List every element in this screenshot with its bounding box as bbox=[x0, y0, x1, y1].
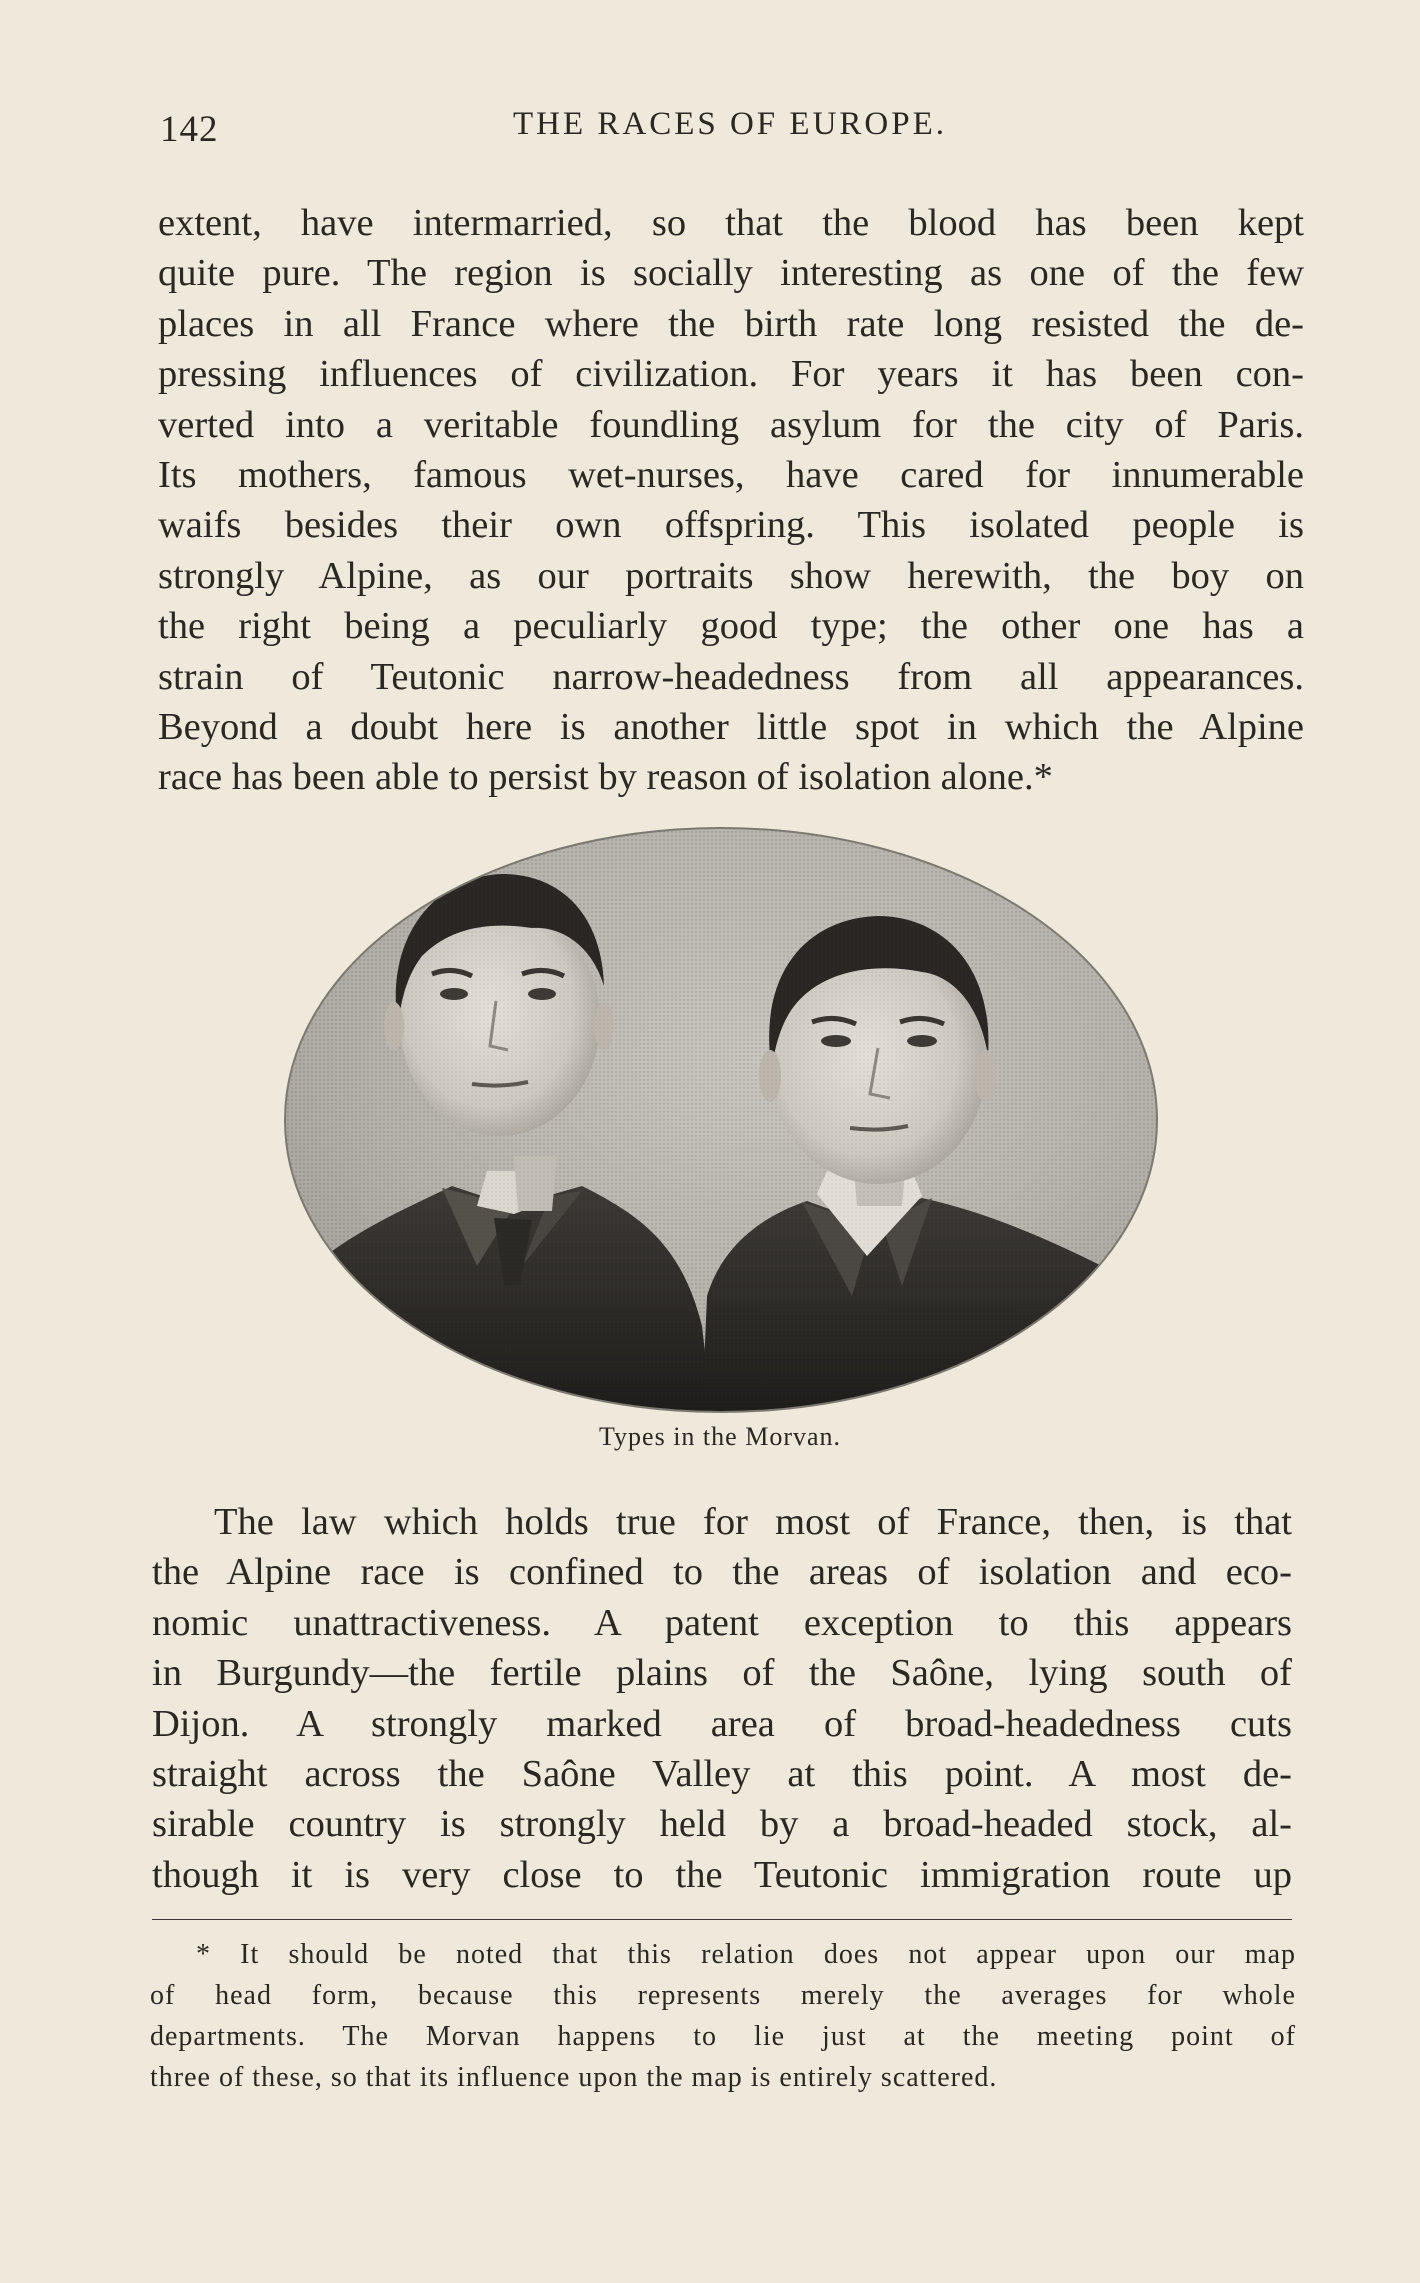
text-line: extent, have intermarried, so that the blood has been kept bbox=[158, 202, 1304, 244]
text-line: waifs besides their own offspring. This isolated people is bbox=[158, 504, 1304, 547]
text-line: strongly Alpine, as our portraits show herewith, the boy on bbox=[158, 554, 1304, 597]
text-line: though it is very close to the Teutonic immigration route up bbox=[152, 1853, 1292, 1896]
text-line: Beyond a doubt here is another little spot in which the Alpine bbox=[158, 706, 1304, 749]
text-line: the right being a peculiarly good type; the other one has a bbox=[158, 605, 1304, 648]
paragraph-top bbox=[158, 198, 1304, 803]
footnote-line: of head form, because this represents merely the averages for whole bbox=[150, 1980, 1296, 2011]
figure-caption: Types in the Morvan. bbox=[598, 1422, 842, 1451]
footnote bbox=[150, 1934, 1296, 2098]
text-line: Its mothers, famous wet-nurses, have cared for innumerable bbox=[158, 454, 1304, 497]
text-line: The law which holds true for most of France, then, is that bbox=[214, 1501, 1292, 1543]
text-line: straight across the Saône Valley at this point. A most de- bbox=[152, 1753, 1292, 1796]
text-line: the Alpine race is confined to the areas of isolation and eco- bbox=[152, 1551, 1292, 1594]
text-line: in Burgundy—the fertile plains of the Saône, lying south of bbox=[152, 1652, 1292, 1695]
footnote-line: three of these, so that its influence upon the map is entirely scattered. bbox=[150, 2062, 998, 2093]
text-line: nomic unattractiveness. A patent exception to this appears bbox=[152, 1601, 1292, 1644]
paragraph-bottom bbox=[152, 1497, 1292, 1900]
text-line: pressing influences of civilization. For years it has been con- bbox=[158, 353, 1304, 396]
text-line: strain of Teutonic narrow-headedness from all appearances. bbox=[158, 655, 1304, 698]
text-line: verted into a veritable foundling asylum for the city of Paris. bbox=[158, 403, 1304, 446]
running-title: THE RACES OF EUROPE. bbox=[512, 106, 948, 142]
footnote-line: departments. The Morvan happens to lie just at the meeting point of bbox=[150, 2021, 1296, 2052]
footnote-line: * It should be noted that this relation does not appear upon our map bbox=[196, 1939, 1296, 1970]
text-line: Dijon. A strongly marked area of broad-headedness cuts bbox=[152, 1702, 1292, 1745]
oval-portrait-photo bbox=[282, 826, 1160, 1414]
text-line: places in all France where the birth rate long resisted the de- bbox=[158, 302, 1304, 345]
text-line: quite pure. The region is socially interesting as one of the few bbox=[158, 252, 1304, 295]
text-line: race has been able to persist by reason of isolation alone.* bbox=[158, 756, 1053, 799]
text-line: sirable country is strongly held by a broad-headed stock, al- bbox=[152, 1803, 1292, 1846]
page-number: 142 bbox=[160, 109, 219, 150]
footnote-divider bbox=[152, 1919, 1292, 1920]
portrait-plate bbox=[282, 826, 1160, 1414]
